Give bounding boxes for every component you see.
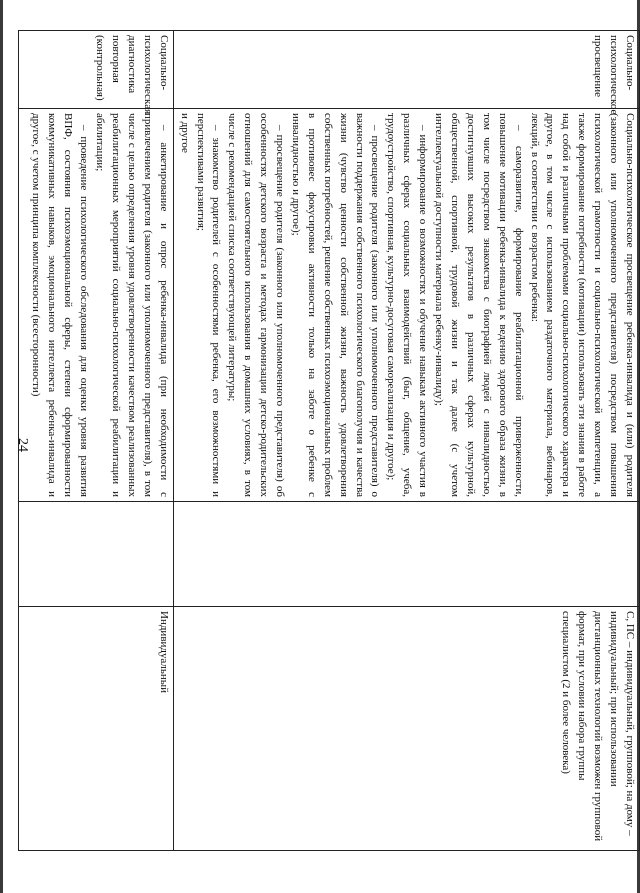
service-name-cell bbox=[173, 31, 639, 115]
format-value: С, ПС – индивидуальный, групповой; на дому – индивидуальный; при использовании дистанционных технологий возможен групповой формат, при условии набора группы специалистом (2 и более человека) bbox=[560, 611, 636, 842]
service-content-cell bbox=[18, 109, 173, 502]
page-number: 24 bbox=[15, 438, 30, 452]
service-name: Социально-психологическое просвещение bbox=[592, 35, 636, 115]
format-cell bbox=[173, 607, 639, 851]
service-name: Социально-психологическая диагностика повторная (контрольная) bbox=[94, 35, 170, 115]
format-cell bbox=[18, 607, 173, 851]
table-frame bbox=[30, 30, 640, 850]
empty-cell bbox=[173, 502, 639, 607]
content-paragraph: – саморазвитие, формирование реабилитационной приверженности, повышение мотивации ребенка-инвалида к ведению здорового образа жизни, в том числе посредством знакомства с биографией людей с инвалидностью, достигнувших высоких результатов в различных сферах культурной, общественной, спортивной, трудовой жизни и так далее (с учетом интеллектуальной доступности материала ребенку-инвалиду); bbox=[433, 113, 525, 497]
content-paragraph: – информирование о возможностях и обучение навыкам активного участия в различных сферах социальных взаимодействий (быт, общение, учеба, трудоустройство, спортивная, культурно-досуговая самореализация и другое); bbox=[385, 113, 430, 497]
content-paragraph: и другое bbox=[178, 113, 191, 153]
service-table bbox=[18, 30, 640, 851]
format-value: Индивидуальный bbox=[157, 611, 170, 693]
content-paragraph: – просвещение родителя (законного или уполномоченного представителя) об особенностях детского возраста и методах гармонизации детско-родительских отношений для самостоятельного использования в домашних условиях, в том числе с рекомендацией списка соответствующей литературы; bbox=[226, 113, 287, 497]
table-row bbox=[18, 31, 173, 851]
content-paragraph: – анкетирование и опрос ребенка-инвалида (при необходимости с привлечением родителя (законного или уполномоченного представителя), в том числе с целью определения уровня удовлетворенности качеством реализованных реабилитационных мероприятий социально-психологической реабилитации и абилитации; bbox=[94, 113, 170, 497]
scan-left-edge bbox=[0, 0, 3, 893]
content-paragraph: – просвещение родителя (законного или уполномоченного представителя) о важности поддержания собственного психологического благополучия и качества жизни (чувство ценности собственной жизни, важность удовлетворения собственных потребностей, решение собственных психоэмоциональных проблем в противовес фокусировки активности только на заботе о ребенке с инвалидностью и другое); bbox=[289, 113, 382, 497]
content-paragraph: – проведение психологического обследования для оценки уровня развития ВПФ, состояния психоэмоциональной сферы, степени сформированности коммуникативных навыков, эмоционального интеллекта ребенка-инвалида и другое, с учетом принципа комплексности (всесторонности) bbox=[30, 113, 91, 497]
rotated-page bbox=[30, 30, 640, 850]
table-row bbox=[173, 31, 639, 851]
service-content-cell bbox=[173, 109, 639, 502]
content-paragraph: – знакомство родителей с особенностями ребенка, его возможностями и перспективами развития; bbox=[194, 113, 223, 497]
content-paragraph: Социально-психологическое просвещение ребенка-инвалида и (или) родителя (законного или уполномоченного представителя) посредством повышения психологической грамотности и социально-психологической компетенции, а также формирование потребности (мотивации) использовать эти знания в работе над собой и различными проблемами социально-психологического характера и другое, в том числе с использованием раздаточного материала, вебинаров, лекций, в соответствии с возрастом ребенка: bbox=[528, 113, 636, 497]
service-name-cell bbox=[18, 31, 173, 115]
empty-cell bbox=[18, 502, 173, 607]
